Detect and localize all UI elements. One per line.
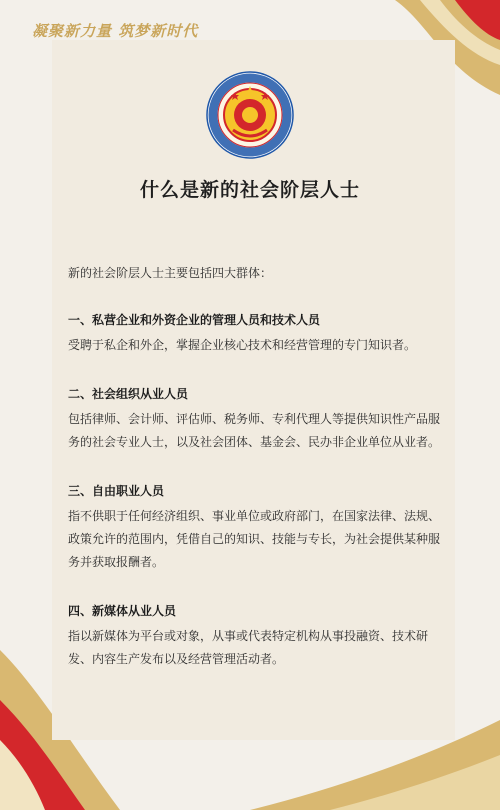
section-heading: 一、私营企业和外资企业的管理人员和技术人员 [68,313,321,327]
section-heading: 三、自由职业人员 [68,484,165,498]
section-heading: 四、新媒体从业人员 [68,604,177,618]
intro-text: 新的社会阶层人士主要包括四大群体： [68,266,273,280]
section-private-enterprise [68,310,442,357]
section-body: 受聘于私企和外企，掌握企业核心技术和经营管理的专门知识者。 [68,338,417,352]
slogan: 凝聚新力量 筑梦新时代 [32,22,199,40]
article-content [68,262,442,698]
page-title: 什么是新的社会阶层人士 [139,179,360,201]
section-new-media [68,601,442,671]
section-body: 指以新媒体为平台或对象，从事或代表特定机构从事投融资、技术研发、内容生产发布以及经营管理活动者。 [68,629,429,666]
association-emblem [205,70,295,160]
section-heading: 二、社会组织从业人员 [68,387,189,401]
section-body: 指不供职于任何经济组织、事业单位或政府部门，在国家法律、法规、政策允许的范围内，凭借自己的知识、技能与专长，为社会提供某种服务并获取报酬者。 [68,509,441,569]
section-body: 包括律师、会计师、评估师、税务师、专利代理人等提供知识性产品服务的社会专业人士，以及社会团体、基金会、民办非企业单位从业者。 [68,412,441,449]
section-freelance [68,481,442,574]
section-social-organization [68,384,442,454]
